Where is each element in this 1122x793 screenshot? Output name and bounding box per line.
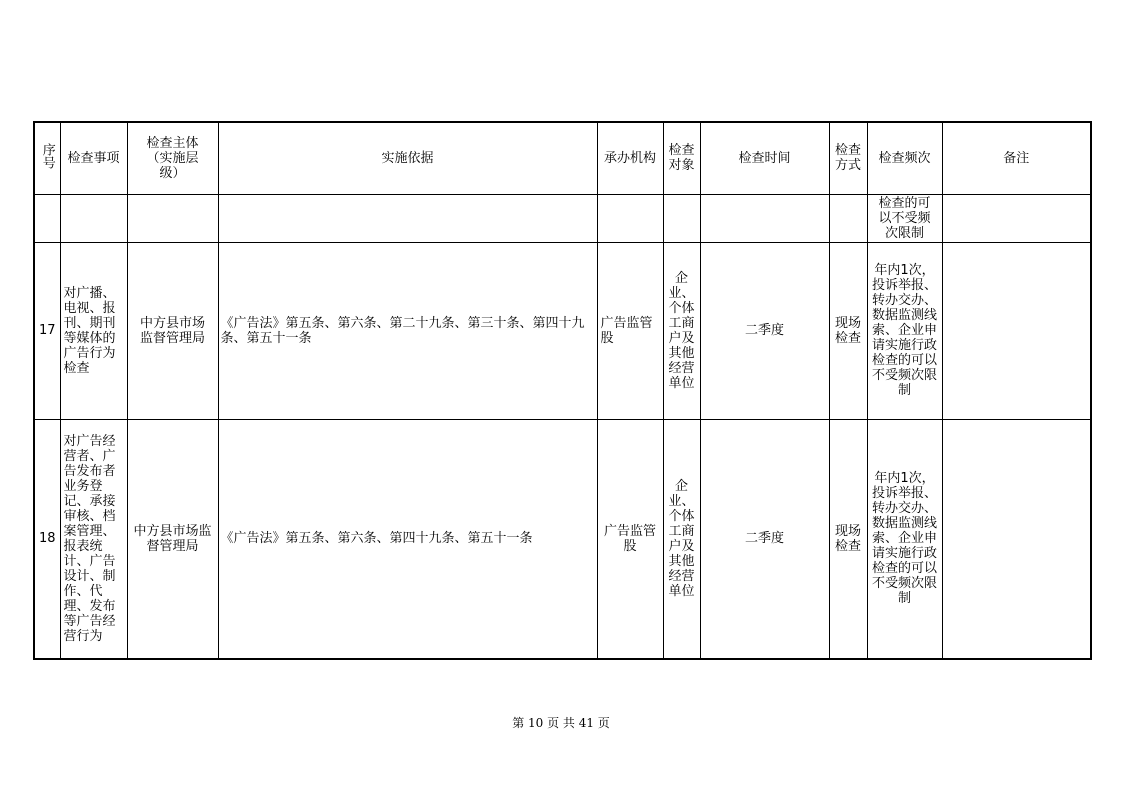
cont-method [829, 194, 867, 242]
row17-time: 二季度 [700, 242, 829, 419]
header-org-label: 承办机构 [603, 150, 656, 166]
row18-freq [867, 419, 942, 659]
cont-subject [127, 194, 218, 242]
header-note-label: 备注 [1003, 150, 1030, 166]
header-time [700, 122, 829, 194]
row17-seq: 17 [34, 242, 60, 419]
row17-freq-text: 年内1次，投诉举报、转办交办、数据监测线索、企业申请实施行政检查的可以不受频次限制 [871, 263, 937, 398]
row17-item-text: 对广播、电视、报刊、期刊等媒体的广告行为检查 [63, 285, 116, 376]
cont-freq [867, 194, 942, 242]
header-org [597, 122, 663, 194]
header-basis-label: 实施依据 [381, 150, 434, 166]
row17-note [942, 242, 1091, 419]
header-freq [867, 122, 942, 194]
row18-target-text: 企业、个体工商户及其他经营单位 [668, 478, 695, 599]
header-basis [218, 122, 597, 194]
row18-seq: 18 [34, 419, 60, 659]
cont-time [700, 194, 829, 242]
cont-seq [34, 194, 60, 242]
header-seq-label: 序号 [39, 143, 55, 170]
cont-basis [218, 194, 597, 242]
header-seq [34, 122, 60, 194]
header-method-label: 检查方式 [834, 143, 861, 174]
row17-basis [218, 242, 597, 419]
table-row [34, 419, 1091, 659]
row17-org [597, 242, 663, 419]
table-row [34, 242, 1091, 419]
row17-target [663, 242, 700, 419]
continuation-row [34, 194, 1091, 242]
inspection-table [33, 121, 1092, 660]
cont-item [60, 194, 127, 242]
row17-org-text: 广告监管股 [600, 315, 653, 346]
page-number: 第 10 页 共 41 页 [512, 716, 610, 730]
header-method [829, 122, 867, 194]
row18-item [60, 419, 127, 659]
header-freq-label: 检查频次 [878, 150, 931, 166]
row18-basis-text: 《广告法》第五条、第六条、第四十九条、第五十一条 [220, 531, 533, 547]
row17-basis-text: 《广告法》第五条、第六条、第二十九条、第三十条、第四十九条、第五十一条 [220, 315, 585, 346]
row18-method [829, 419, 867, 659]
row17-freq [867, 242, 942, 419]
header-subject-label: 检查主体（实施层级） [146, 135, 199, 181]
row17-subject [127, 242, 218, 419]
row17-target-text: 企业、个体工商户及其他经营单位 [668, 270, 695, 391]
header-subject [127, 122, 218, 194]
row18-subject-text: 中方县市场监督管理局 [133, 523, 212, 554]
row17-item [60, 242, 127, 419]
row17-method-text: 现场检查 [834, 315, 861, 346]
row18-method-text: 现场检查 [834, 523, 861, 554]
cont-freq-text: 检查的可以不受频次限制 [878, 195, 931, 241]
row18-item-text: 对广告经营者、广告发布者业务登记、承接审核、档案管理、报表统计、广告设计、制作、代理、发布等广告经营行为 [63, 433, 116, 644]
row18-note [942, 419, 1091, 659]
row17-subject-text: 中方县市场监督管理局 [139, 315, 205, 346]
cont-org [597, 194, 663, 242]
row18-basis [218, 419, 597, 659]
row18-time: 二季度 [700, 419, 829, 659]
header-item-label: 检查事项 [67, 150, 120, 166]
header-time-label: 检查时间 [738, 150, 791, 166]
row18-subject [127, 419, 218, 659]
header-item [60, 122, 127, 194]
row18-org-text: 广告监管股 [603, 523, 656, 554]
header-target [663, 122, 700, 194]
row18-freq-text: 年内1次，投诉举报、转办交办、数据监测线索、企业申请实施行政检查的可以不受频次限制 [871, 471, 937, 607]
cont-target [663, 194, 700, 242]
header-row [34, 122, 1091, 194]
header-note [942, 122, 1091, 194]
cont-note [942, 194, 1091, 242]
row18-target [663, 419, 700, 659]
header-target-label: 检查对象 [668, 143, 695, 174]
row17-method [829, 242, 867, 419]
row18-org [597, 419, 663, 659]
